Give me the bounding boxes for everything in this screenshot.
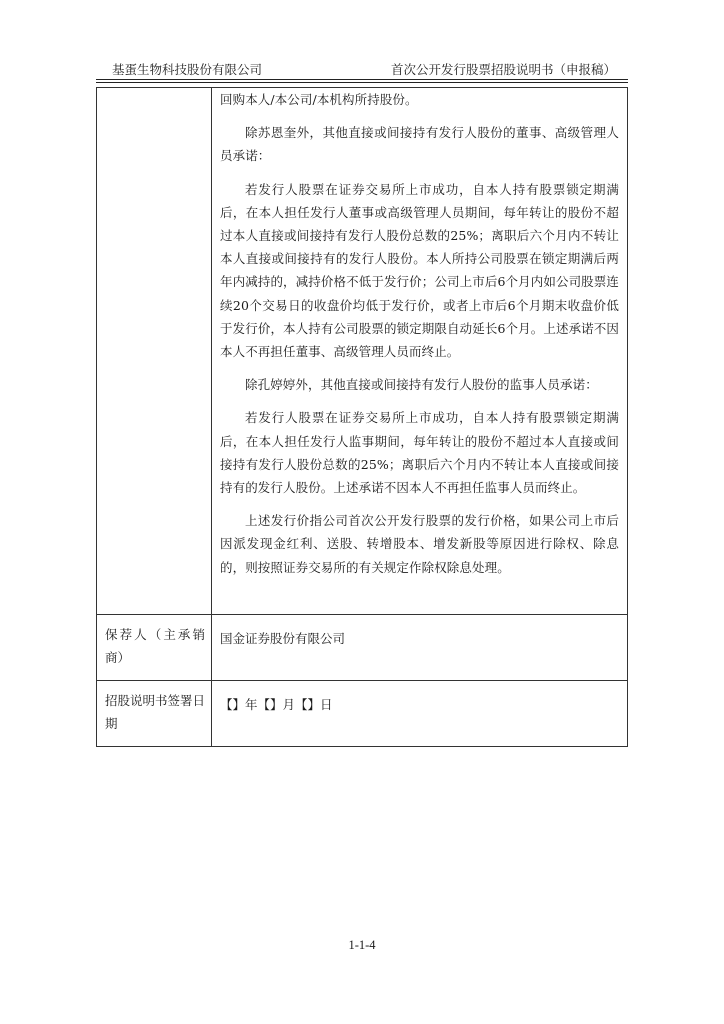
paragraph-director-commitment: 若发行人股票在证券交易所上市成功，自本人持有股票锁定期满后，在本人担任发行人董事或高级管理人员期间，每年转让的股份不超过本人直接或间接持有发行人股份总数的25%；离职后六个月内不转让本人直接或间接持有的发行人股份。本人所持公司股票在锁定期满后两年内减持的，减持价格不低于发行价；公司上市后6个月内如公司股票连续20个交易日的收盘价均低于发行价，或者上市后6个月期末收盘价低于发行价，本人持有公司股票的锁定期限自动延长6个月。上述承诺不因本人不再担任董事、高级管理人员而终止。 [220, 181, 619, 360]
sponsor-row [97, 615, 628, 681]
sign-date-row [97, 681, 628, 747]
sponsor-label: 保荐人（主承销商） [97, 615, 212, 681]
page-number: 1-1-4 [348, 938, 376, 952]
sign-date-value: 【】年【】月【】日 [220, 697, 333, 712]
commitment-label-cell [97, 88, 212, 615]
sponsor-value: 国金证券股份有限公司 [220, 631, 346, 646]
header-document-title: 首次公开发行股票招股说明书（申报稿） [390, 62, 616, 77]
sign-date-label: 招股说明书签署日期 [97, 681, 212, 747]
header-company: 基蛋生物科技股份有限公司 [112, 62, 263, 77]
header-divider [96, 79, 628, 83]
paragraph-supervisor-intro: 除孔婷婷外，其他直接或间接持有发行人股份的监事人员承诺： [245, 377, 598, 393]
paragraph-supervisor-commitment: 若发行人股票在证券交易所上市成功，自本人持有股票锁定期满后，在本人担任发行人监事期间，每年转让的股份不超过本人直接或间接持有发行人股份总数的25%；离职后六个月内不转让本人直接或间接持有的发行人股份。上述承诺不因本人不再担任监事人员而终止。 [220, 410, 619, 496]
commitment-row [97, 88, 628, 615]
paragraph-issue-price-note: 上述发行价指公司首次公开发行股票的发行价格，如果公司上市后因派发现金红利、送股、转增股本、增发新股等原因进行除权、除息的，则按照证券交易所的有关规定作除权除息处理。 [220, 513, 619, 575]
paragraph-director-intro: 除苏恩奎外，其他直接或间接持有发行人股份的董事、高级管理人员承诺： [220, 125, 619, 164]
commitment-content [212, 88, 628, 615]
info-table [96, 87, 628, 747]
paragraph-repurchase: 回购本人/本公司/本机构所持股份。 [220, 92, 418, 107]
